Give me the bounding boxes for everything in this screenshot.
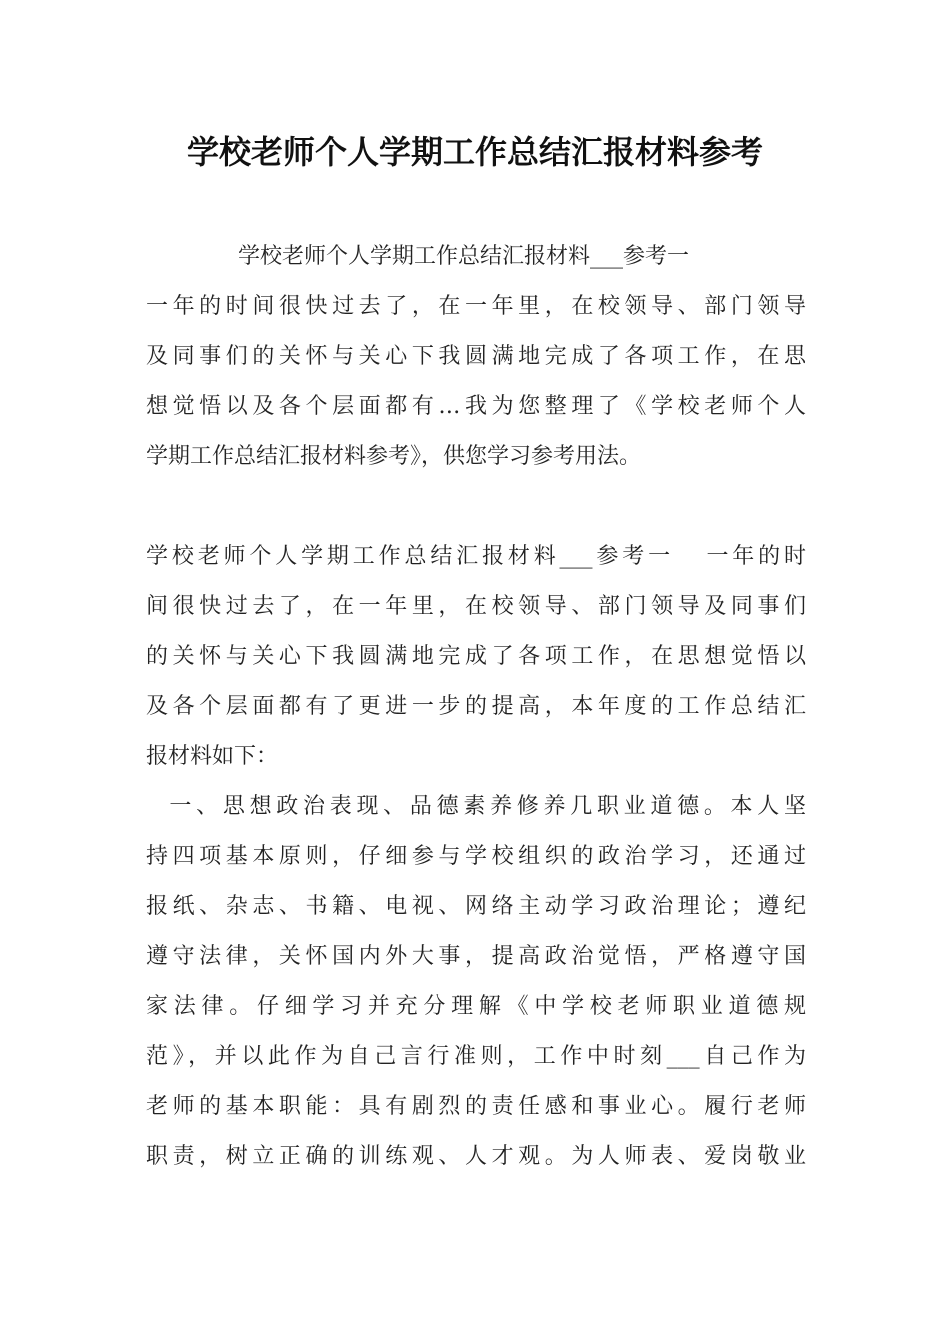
text-line: 间很快过去了，在一年里，在校领导、部门领导及同事们 (146, 594, 806, 619)
text-line: 范》，并以此作为自己言行准则，工作中时刻___自己作为 (146, 1044, 806, 1069)
text-line: 报材料如下： (146, 744, 279, 769)
intro-paragraph (146, 282, 806, 482)
text-line: 学校老师个人学期工作总结汇报材料___参考一 一年的时 (146, 544, 806, 569)
text-line: 一、思想政治表现、品德素养修养几职业道德。本人坚 (146, 794, 806, 819)
text-line: 持四项基本原则，仔细参与学校组织的政治学习，还通过 (146, 844, 806, 869)
text-line: 及同事们的关怀与关心下我圆满地完成了各项工作，在思 (146, 344, 806, 369)
text-line: 的关怀与关心下我圆满地完成了各项工作，在思想觉悟以 (146, 644, 806, 669)
text-line: 学期工作总结汇报材料参考》，供您学习参考用法。 (146, 444, 642, 469)
text-line: 报纸、杂志、书籍、电视、网络主动学习政治理论；遵纪 (146, 894, 806, 919)
text-line: 家法律。仔细学习并充分理解《中学校老师职业道德规 (146, 994, 806, 1019)
text-line: 职责，树立正确的训练观、人才观。为人师表、爱岗敬业 (146, 1144, 806, 1169)
document-subheading: 学校老师个人学期工作总结汇报材料___参考一 (238, 244, 690, 269)
body-paragraph-2 (146, 782, 806, 1182)
document-title: 学校老师个人学期工作总结汇报材料参考 (186, 133, 763, 171)
text-line: 老师的基本职能：具有剧烈的责任感和事业心。履行老师 (146, 1094, 806, 1119)
text-line: 想觉悟以及各个层面都有…我为您整理了《学校老师个人 (146, 394, 806, 419)
text-line: 一年的时间很快过去了，在一年里，在校领导、部门领导 (146, 294, 806, 319)
text-line: 遵守法律，关怀国内外大事，提高政治觉悟，严格遵守国 (146, 944, 806, 969)
body-paragraph-1 (146, 532, 806, 782)
text-line: 及各个层面都有了更进一步的提高，本年度的工作总结汇 (146, 694, 806, 719)
